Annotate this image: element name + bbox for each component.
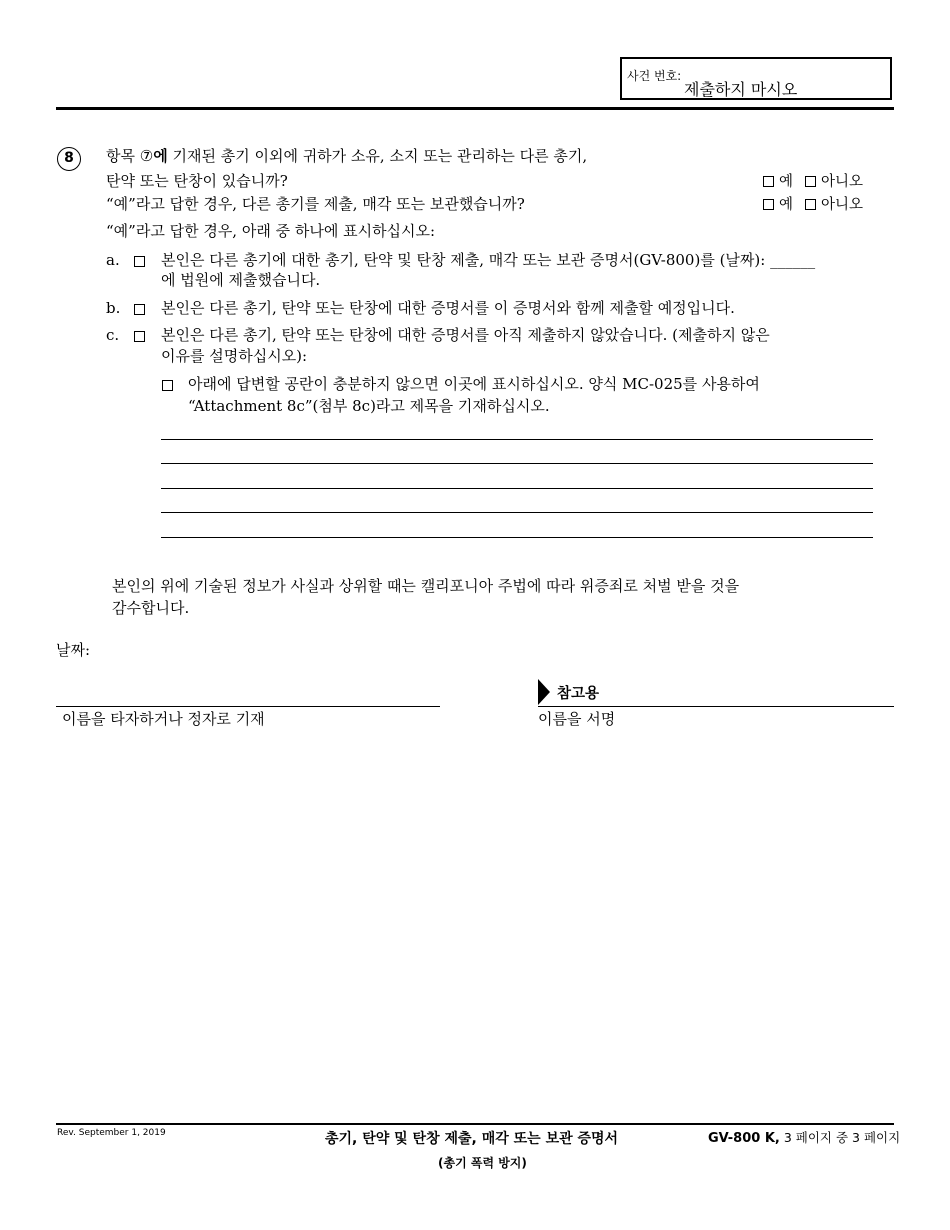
answer-line[interactable] [161, 463, 873, 464]
question-2-answer-group [763, 196, 863, 215]
option-b-letter: b. [106, 299, 121, 317]
checkbox-icon[interactable] [134, 331, 145, 342]
option-c-line-1: 본인은 다른 총기, 탄약 또는 탄창에 대한 증명서를 아직 제출하지 않았습니다. (제출하지 않은 [161, 326, 770, 344]
form-number-page [708, 1128, 900, 1146]
option-c-checkbox[interactable] [134, 326, 150, 345]
answer-line[interactable] [161, 537, 873, 538]
answer-line[interactable] [161, 439, 873, 440]
question-1-no-option[interactable]: 아니오 [805, 173, 863, 192]
option-a-letter: a. [106, 251, 120, 269]
item-number-badge: 8 [57, 147, 81, 171]
case-number-value: 제출하지 마시오 [684, 80, 798, 99]
question-1-line-2: 탄약 또는 탄창이 있습니까? [106, 172, 288, 190]
case-number-box [620, 57, 892, 100]
question-2-no-option[interactable]: 아니오 [805, 196, 863, 215]
form-number: GV-800 K, [708, 1131, 780, 1146]
signature-caption: 이름을 서명 [538, 710, 616, 728]
printed-name-caption: 이름을 타자하거나 정자로 기재 [62, 710, 265, 728]
checkbox-icon[interactable] [134, 256, 145, 267]
form-title: 총기, 탄약 및 탄창 제출, 매각 또는 보관 증명서 [325, 1131, 619, 1147]
option-c-line-2: 이유를 설명하십시오): [161, 347, 308, 365]
sign-here-arrow-icon [538, 679, 550, 705]
option-c-letter: c. [106, 326, 120, 344]
checkbox-icon[interactable] [805, 176, 816, 187]
checkbox-icon[interactable] [763, 176, 774, 187]
question-1-answer-group [763, 173, 863, 192]
attachment-line-2: “Attachment 8c”(첨부 8c)라고 제목을 기재하십시오. [188, 397, 550, 415]
answer-line[interactable] [161, 512, 873, 513]
option-b-line-1: 본인은 다른 총기, 탄약 또는 탄창에 대한 증명서를 이 증명서와 함께 제출할 예정입니다. [161, 299, 735, 317]
option-a-line-2: 에 법원에 제출했습니다. [161, 271, 321, 289]
case-number-label: 사건 번호: [627, 69, 682, 83]
reference-only-label: 참고용 [557, 686, 600, 702]
page-info: 3 페이지 중 3 페이지 [783, 1130, 901, 1145]
checkbox-icon[interactable] [162, 380, 173, 391]
form-subtitle: (총기 폭력 방지) [438, 1156, 527, 1170]
answer-line[interactable] [161, 488, 873, 489]
checkbox-icon[interactable] [134, 304, 145, 315]
checkbox-icon[interactable] [763, 199, 774, 210]
attachment-line-1: 아래에 답변할 공란이 충분하지 않으면 이곳에 표시하십시오. 양식 MC-025를 사용하여 [188, 375, 760, 393]
attachment-checkbox[interactable] [162, 375, 178, 394]
option-b-checkbox[interactable] [134, 299, 150, 318]
declaration-line-2: 감수합니다. [112, 599, 190, 617]
options-instruction: “예”라고 답한 경우, 아래 중 하나에 표시하십시오: [106, 222, 436, 240]
revision-date: Rev. September 1, 2019 [57, 1128, 166, 1138]
printed-name-line[interactable] [56, 706, 440, 707]
footer-divider [56, 1123, 894, 1125]
question-1-yes-option[interactable]: 예 [763, 173, 793, 192]
declaration-line-1: 본인의 위에 기술된 정보가 사실과 상위할 때는 캘리포니아 주법에 따라 위증죄로 처벌 받을 것을 [112, 577, 740, 595]
header-divider [56, 107, 894, 110]
option-a-checkbox[interactable] [134, 251, 150, 270]
checkbox-icon[interactable] [805, 199, 816, 210]
question-1-line-1: 항목 ⑦에 기재된 총기 이외에 귀하가 소유, 소지 또는 관리하는 다른 총기, [106, 147, 588, 165]
question-2-line: “예”라고 답한 경우, 다른 총기를 제출, 매각 또는 보관했습니까? [106, 195, 525, 213]
date-label: 날짜: [56, 641, 91, 659]
signature-line[interactable] [538, 706, 894, 707]
question-2-yes-option[interactable]: 예 [763, 196, 793, 215]
option-a-line-1: 본인은 다른 총기에 대한 총기, 탄약 및 탄창 제출, 매각 또는 보관 증명서(GV-800)를 (날짜): ______ [161, 251, 816, 269]
